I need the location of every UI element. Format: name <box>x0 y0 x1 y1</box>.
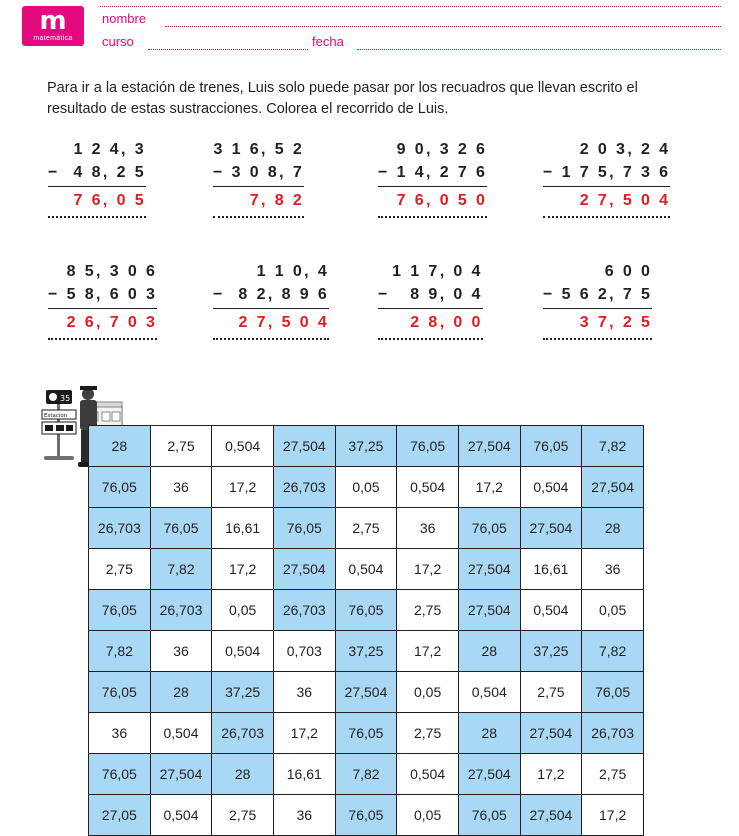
subtrahend: − 5 6 2, 7 5 <box>543 286 653 303</box>
operation-8 <box>543 260 708 340</box>
operation-1 <box>48 138 213 218</box>
header-top-rule <box>100 6 721 7</box>
grid-cell[interactable]: 26,703 <box>89 508 151 549</box>
answer-dotted-line <box>378 338 483 340</box>
table-row <box>89 508 644 549</box>
grid-cell[interactable]: 76,05 <box>520 426 582 467</box>
grid-cell[interactable]: 0,504 <box>150 795 212 836</box>
grid-cell[interactable]: 0,504 <box>150 713 212 754</box>
grid-cell[interactable]: 36 <box>150 631 212 672</box>
grid-cell[interactable]: 17,2 <box>212 467 274 508</box>
operation-result: 2 7, 5 0 4 <box>579 192 671 209</box>
grid-cell[interactable]: 7,82 <box>582 426 644 467</box>
grid-cell[interactable]: 0,504 <box>520 467 582 508</box>
grid-cell[interactable]: 76,05 <box>335 795 397 836</box>
grid-cell[interactable]: 16,61 <box>212 508 274 549</box>
grid-cell[interactable]: 76,05 <box>458 508 520 549</box>
minuend: 1 1 0, 4 <box>256 263 330 280</box>
grid-cell[interactable]: 37,25 <box>335 426 397 467</box>
operation-7 <box>378 260 543 340</box>
grid-cell[interactable]: 0,504 <box>397 754 459 795</box>
grid-cell[interactable]: 0,05 <box>335 467 397 508</box>
grid-cell[interactable]: 26,703 <box>212 713 274 754</box>
grid-cell[interactable]: 0,504 <box>212 631 274 672</box>
operation-result: 7 6, 0 5 0 <box>396 192 488 209</box>
worksheet-header <box>22 6 722 54</box>
operation-bar <box>213 308 329 309</box>
table-row <box>89 672 644 713</box>
grid-cell[interactable]: 17,2 <box>582 795 644 836</box>
grid-cell[interactable]: 27,05 <box>89 795 151 836</box>
grid-cell[interactable]: 16,61 <box>520 549 582 590</box>
operation-bar <box>378 308 483 309</box>
operation-bar <box>543 186 670 187</box>
grid-cell[interactable]: 76,05 <box>458 795 520 836</box>
grid-cell[interactable]: 0,05 <box>582 590 644 631</box>
minuend: 2 0 3, 2 4 <box>579 141 671 158</box>
grid-cell[interactable]: 0,504 <box>335 549 397 590</box>
operation-result: 2 8, 0 0 <box>410 314 483 331</box>
grid-cell[interactable]: 7,82 <box>150 549 212 590</box>
logo-letter: m <box>39 6 67 36</box>
grid-cell[interactable]: 2,75 <box>335 508 397 549</box>
grid-cell[interactable]: 0,504 <box>397 467 459 508</box>
minuend: 1 1 7, 0 4 <box>392 263 483 280</box>
subtrahend: − 8 2, 8 9 6 <box>213 286 330 303</box>
grid-cell[interactable]: 27,504 <box>520 795 582 836</box>
operation-result: 7, 8 2 <box>249 192 305 209</box>
grid-cell[interactable]: 2,75 <box>150 426 212 467</box>
instruction-text: Para ir a la estación de trenes, Luis solo puede pasar por los recuadros que llevan escrito el resultado de estas sustracciones. Colorea el recorrido de Luis. <box>47 80 638 117</box>
operation-result: 2 6, 7 0 3 <box>66 314 158 331</box>
grid-cell[interactable]: 36 <box>273 795 335 836</box>
number-grid-table <box>88 425 644 836</box>
grid-cell[interactable]: 17,2 <box>458 467 520 508</box>
answer-dotted-line <box>213 338 329 340</box>
grid-cell[interactable]: 0,504 <box>458 672 520 713</box>
answer-dotted-line <box>213 216 304 218</box>
svg-text:Estación: Estación <box>44 413 68 419</box>
grid-cell[interactable]: 17,2 <box>212 549 274 590</box>
grid-cell[interactable]: 76,05 <box>89 590 151 631</box>
grid-cell[interactable]: 28 <box>212 754 274 795</box>
grid-cell[interactable]: 16,61 <box>273 754 335 795</box>
minuend: 3 1 6, 5 2 <box>213 141 305 158</box>
minuend: 9 0, 3 2 6 <box>396 141 488 158</box>
grid-cell[interactable]: 0,05 <box>212 590 274 631</box>
answer-dotted-line <box>48 338 157 340</box>
operation-bar <box>213 186 304 187</box>
grid-cell[interactable]: 26,703 <box>150 590 212 631</box>
table-row <box>89 754 644 795</box>
grid-cell[interactable]: 7,82 <box>89 631 151 672</box>
grid-cell[interactable]: 27,504 <box>273 549 335 590</box>
grid-cell[interactable]: 27,504 <box>458 590 520 631</box>
grid-cell[interactable]: 76,05 <box>89 672 151 713</box>
grid-cell[interactable]: 27,504 <box>520 713 582 754</box>
operation-bar <box>48 186 146 187</box>
fecha-input-line[interactable] <box>357 49 721 50</box>
grid-cell[interactable]: 2,75 <box>520 672 582 713</box>
grid-cell[interactable]: 26,703 <box>582 713 644 754</box>
grid-cell[interactable]: 36 <box>582 549 644 590</box>
operation-3 <box>378 138 543 218</box>
grid-cell[interactable]: 27,504 <box>458 549 520 590</box>
logo-subtitle: matemática <box>33 35 73 42</box>
grid-cell[interactable]: 26,703 <box>273 467 335 508</box>
table-row <box>89 467 644 508</box>
subtrahend: − 1 7 5, 7 3 6 <box>543 164 671 181</box>
grid-cell[interactable]: 7,82 <box>582 631 644 672</box>
grid-cell[interactable]: 2,75 <box>397 713 459 754</box>
grid-cell[interactable]: 17,2 <box>520 754 582 795</box>
grid-cell[interactable]: 28 <box>89 426 151 467</box>
operation-result: 2 7, 5 0 4 <box>238 314 330 331</box>
grid-cell[interactable]: 76,05 <box>335 713 397 754</box>
grid-cell[interactable]: 28 <box>458 713 520 754</box>
curso-label: curso <box>102 34 134 49</box>
table-row <box>89 713 644 754</box>
subtrahend: − 4 8, 2 5 <box>48 164 147 181</box>
grid-cell[interactable]: 27,504 <box>335 672 397 713</box>
answer-dotted-line <box>378 216 487 218</box>
grid-cell[interactable]: 27,504 <box>150 754 212 795</box>
grid-cell[interactable]: 0,05 <box>397 795 459 836</box>
logo <box>22 6 84 46</box>
grid-cell[interactable]: 0,504 <box>212 426 274 467</box>
operation-result: 7 6, 0 5 <box>73 192 147 209</box>
grid-cell[interactable]: 0,504 <box>520 590 582 631</box>
operation-result: 3 7, 2 5 <box>579 314 653 331</box>
minuend: 8 5, 3 0 6 <box>66 263 158 280</box>
operation-bar <box>48 308 157 309</box>
grid-cell[interactable]: 28 <box>582 508 644 549</box>
curso-input-line[interactable] <box>148 49 308 50</box>
subtrahend: − 3 0 8, 7 <box>213 164 305 181</box>
grid-cell[interactable]: 2,75 <box>89 549 151 590</box>
grid-cell[interactable]: 37,25 <box>335 631 397 672</box>
grid-cell[interactable]: 28 <box>150 672 212 713</box>
answer-dotted-line <box>543 338 652 340</box>
grid-cell[interactable]: 76,05 <box>397 426 459 467</box>
nombre-label: nombre <box>102 11 147 26</box>
grid-cell[interactable]: 36 <box>397 508 459 549</box>
grid-cell[interactable]: 76,05 <box>335 590 397 631</box>
grid-cell[interactable]: 2,75 <box>212 795 274 836</box>
operation-bar <box>378 186 487 187</box>
number-grid <box>88 425 644 836</box>
table-row <box>89 426 644 467</box>
table-row <box>89 549 644 590</box>
subtrahend: − 1 4, 2 7 6 <box>378 164 488 181</box>
grid-cell[interactable]: 27,504 <box>458 754 520 795</box>
grid-cell[interactable]: 17,2 <box>397 549 459 590</box>
grid-cell[interactable]: 2,75 <box>582 754 644 795</box>
grid-cell[interactable]: 17,2 <box>273 713 335 754</box>
grid-cell[interactable]: 76,05 <box>582 672 644 713</box>
operations-row-1 <box>48 138 708 218</box>
grid-cell[interactable]: 36 <box>273 672 335 713</box>
grid-cell[interactable]: 28 <box>458 631 520 672</box>
grid-cell[interactable]: 27,504 <box>458 426 520 467</box>
grid-cell[interactable]: 36 <box>89 713 151 754</box>
grid-cell[interactable]: 27,504 <box>520 508 582 549</box>
grid-cell[interactable]: 0,05 <box>397 672 459 713</box>
operations-row-2 <box>48 260 708 340</box>
minuend: 1 2 4, 3 <box>73 141 147 158</box>
grid-cell[interactable]: 27,504 <box>582 467 644 508</box>
svg-text:35: 35 <box>60 394 71 403</box>
operation-6 <box>213 260 378 340</box>
answer-dotted-line <box>48 216 146 218</box>
grid-cell[interactable]: 76,05 <box>150 508 212 549</box>
subtrahend: − 5 8, 6 0 3 <box>48 286 158 303</box>
grid-cell[interactable]: 37,25 <box>520 631 582 672</box>
grid-cell[interactable]: 0,703 <box>273 631 335 672</box>
answer-dotted-line <box>543 216 670 218</box>
operation-bar <box>543 308 652 309</box>
grid-cell[interactable]: 76,05 <box>89 754 151 795</box>
fecha-label: fecha <box>312 34 344 49</box>
grid-cell[interactable]: 76,05 <box>273 508 335 549</box>
nombre-input-line[interactable] <box>165 26 721 27</box>
grid-cell[interactable]: 36 <box>150 467 212 508</box>
table-row <box>89 631 644 672</box>
table-row <box>89 795 644 836</box>
operation-4 <box>543 138 708 218</box>
subtrahend: − 8 9, 0 4 <box>378 286 483 303</box>
grid-cell[interactable]: 37,25 <box>212 672 274 713</box>
grid-cell[interactable]: 2,75 <box>397 590 459 631</box>
grid-cell[interactable]: 7,82 <box>335 754 397 795</box>
grid-cell[interactable]: 17,2 <box>397 631 459 672</box>
grid-cell[interactable]: 26,703 <box>273 590 335 631</box>
table-row <box>89 590 644 631</box>
operation-2 <box>213 138 378 218</box>
operation-5 <box>48 260 213 340</box>
grid-cell[interactable]: 27,504 <box>273 426 335 467</box>
minuend: 6 0 0 <box>604 263 653 280</box>
grid-cell[interactable]: 76,05 <box>89 467 151 508</box>
